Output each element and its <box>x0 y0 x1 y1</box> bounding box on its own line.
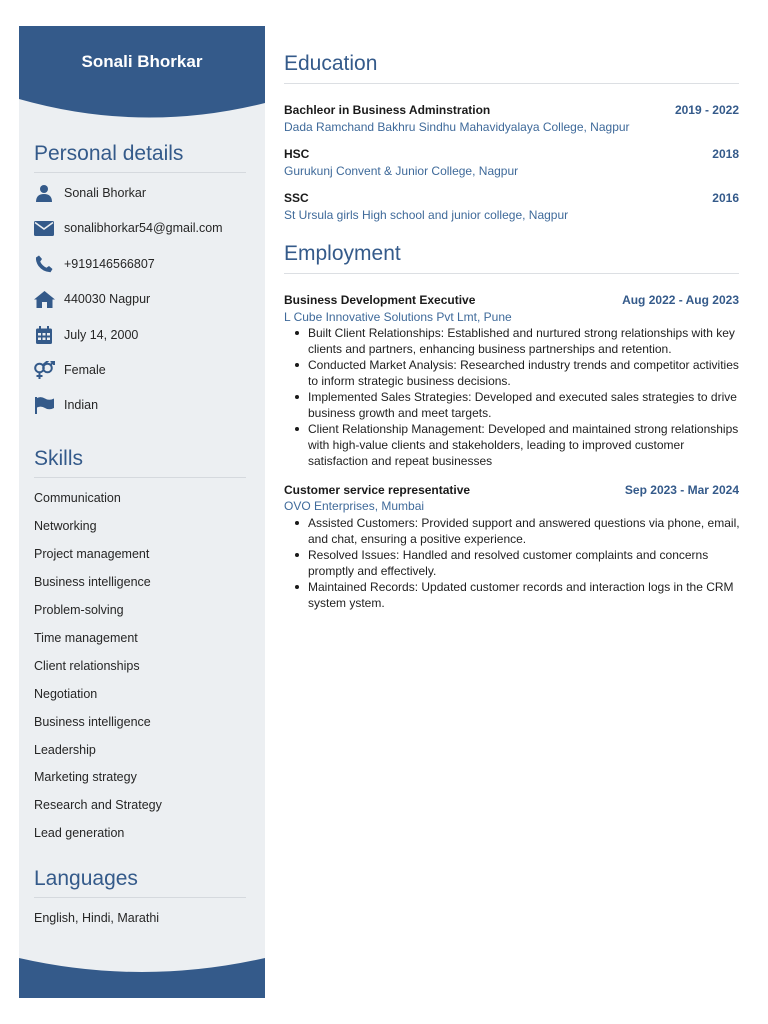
education-degree: Bachleor in Business Adminstration <box>284 103 491 117</box>
job-dates: Sep 2023 - Mar 2024 <box>624 483 739 497</box>
skills-title: Skills <box>34 447 246 478</box>
job-dates: Aug 2022 - Aug 2023 <box>622 293 739 307</box>
personal-item-address <box>33 287 150 311</box>
job-bullet: Maintained Records: Updated customer records and interaction logs in the CRM system ystem. <box>294 579 740 611</box>
skill-item: Business intelligence <box>34 715 151 729</box>
job-bullet: Conducted Market Analysis: Researched industry trends and competitor activities to inform strategic business decisions. <box>294 357 740 389</box>
skill-item: Leadership <box>34 743 96 757</box>
header-banner-shape <box>19 26 265 122</box>
skill-item: Problem-solving <box>34 603 124 617</box>
personal-email-text[interactable]: sonalibhorkar54@gmail.com <box>64 221 223 235</box>
education-entry-header <box>284 103 739 117</box>
job-bullet: Resolved Issues: Handled and resolved customer complaints and concerns promptly and effectively. <box>294 547 740 579</box>
home-icon <box>33 288 55 310</box>
skill-item: Project management <box>34 547 150 561</box>
skill-item: Marketing strategy <box>34 770 137 784</box>
skill-item: Business intelligence <box>34 575 151 589</box>
job-bullet: Implemented Sales Strategies: Developed and executed sales strategies to drive business growth and meet targets. <box>294 389 740 421</box>
education-degree: SSC <box>284 191 309 205</box>
personal-item-gender <box>33 358 106 382</box>
job-header <box>284 483 739 497</box>
calendar-icon <box>33 324 55 346</box>
education-dates: 2016 <box>712 191 739 205</box>
personal-nationality-text: Indian <box>64 398 99 412</box>
personal-item-email[interactable] <box>33 216 223 240</box>
job-company: L Cube Innovative Solutions Pvt Lmt, Pune <box>284 310 512 324</box>
sidebar-header <box>19 26 265 122</box>
footer-banner-shape <box>19 956 265 998</box>
skill-item: Client relationships <box>34 659 140 673</box>
gender-icon <box>33 359 55 381</box>
languages-text: English, Hindi, Marathi <box>34 911 160 925</box>
flag-icon <box>33 394 55 416</box>
education-dates: 2018 <box>712 147 739 161</box>
sidebar-footer <box>19 956 265 998</box>
personal-address-text: 440030 Nagpur <box>64 292 151 306</box>
education-entry-header <box>284 191 739 205</box>
job-company: OVO Enterprises, Mumbai <box>284 499 425 513</box>
candidate-name: Sonali Bhorkar <box>81 52 203 71</box>
person-icon <box>33 182 55 204</box>
education-school: St Ursula girls High school and junior college, Nagpur <box>284 208 569 222</box>
job-role: Business Development Executive <box>284 293 476 307</box>
personal-name-text: Sonali Bhorkar <box>64 186 146 200</box>
skill-item: Lead generation <box>34 826 125 840</box>
job-bullet: Client Relationship Management: Developed and maintained strong relationships with high-value clients and stakeholders, leading to improved customer satisfaction and repeat businesses <box>294 421 740 469</box>
personal-phone-text[interactable]: +919146566807 <box>64 257 155 271</box>
job-bullet: Built Client Relationships: Established and nurtured strong relationships with key clients and partners, enhancing business partnerships and retention. <box>294 325 740 357</box>
job-role: Customer service representative <box>284 483 471 497</box>
phone-icon <box>33 253 55 275</box>
sidebar <box>19 26 265 998</box>
job-header <box>284 293 739 307</box>
personal-item-name <box>33 181 146 205</box>
languages-title: Languages <box>34 867 246 898</box>
education-entry-header <box>284 147 739 161</box>
skill-item: Time management <box>34 631 138 645</box>
job-bullets <box>294 515 740 611</box>
personal-gender-text: Female <box>64 363 106 377</box>
education-dates: 2019 - 2022 <box>674 103 739 117</box>
education-degree: HSC <box>284 147 310 161</box>
personal-birthdate-text: July 14, 2000 <box>64 328 139 342</box>
personal-details-title: Personal details <box>34 142 246 173</box>
personal-item-phone[interactable] <box>33 252 155 276</box>
education-school: Gurukunj Convent & Junior College, Nagpur <box>284 164 519 178</box>
education-school: Dada Ramchand Bakhru Sindhu Mahavidyalaya College, Nagpur <box>284 120 630 134</box>
skill-item: Research and Strategy <box>34 798 162 812</box>
personal-item-birthdate <box>33 323 138 347</box>
job-bullets <box>294 325 740 469</box>
job-bullet: Assisted Customers: Provided support and answered questions via phone, email, and chat, ensuring a positive experience. <box>294 515 740 547</box>
envelope-icon <box>33 217 55 239</box>
employment-title: Employment <box>284 242 739 274</box>
education-title: Education <box>284 52 739 84</box>
skill-item: Negotiation <box>34 687 98 701</box>
personal-item-nationality <box>33 393 98 417</box>
skill-item: Networking <box>34 519 97 533</box>
skill-item: Communication <box>34 491 121 505</box>
